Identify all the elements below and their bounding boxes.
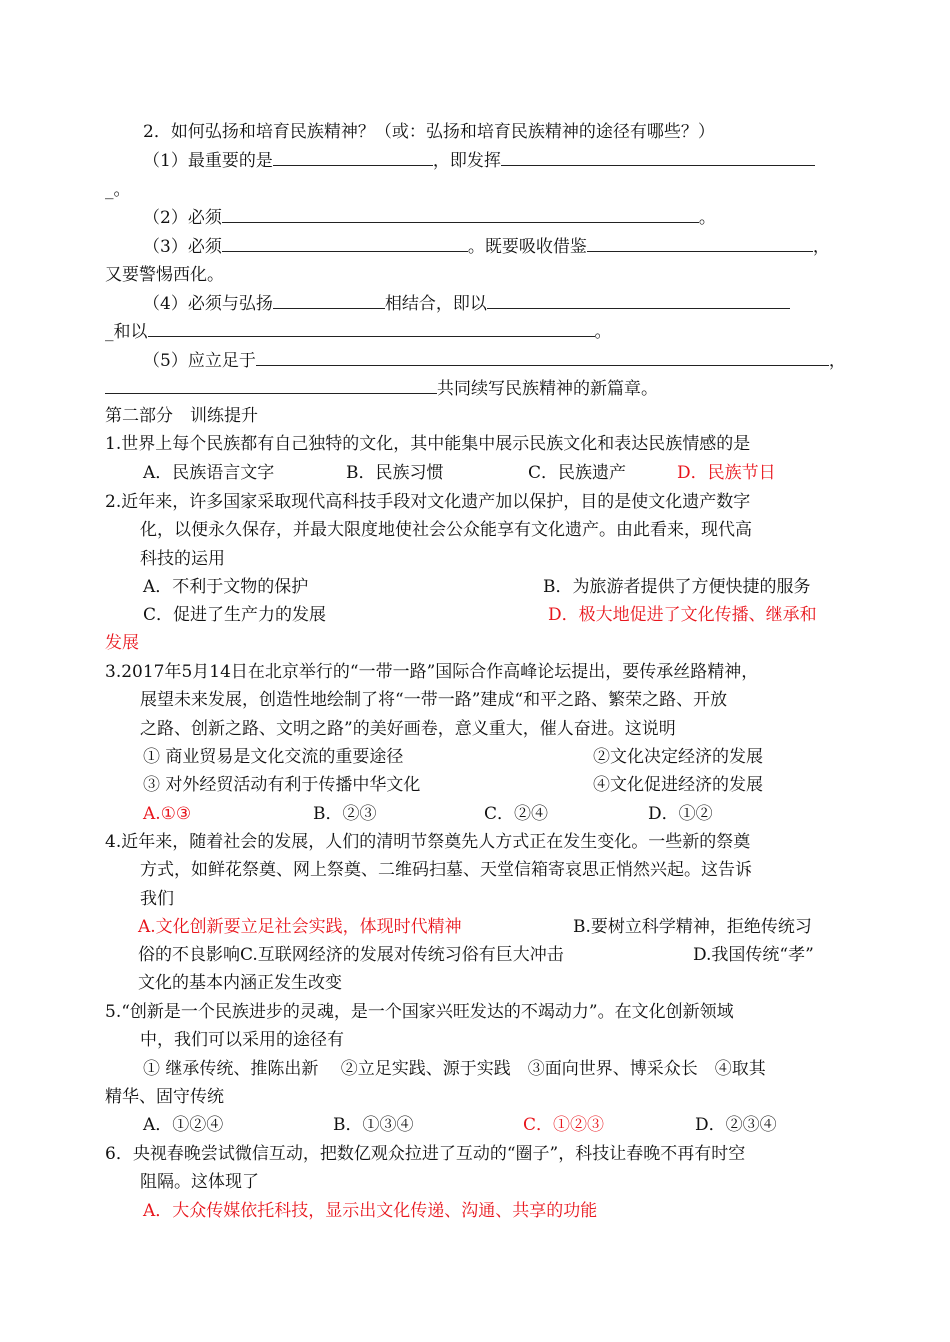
blank-line — [256, 350, 829, 366]
q2-stem-line-1: 2.近年来，许多国家采取现代高科技手段对文化遗产加以保护，目的是使文化遗产数字 — [105, 492, 751, 512]
q1-stem: 1.世界上每个民族都有自己独特的文化，其中能集中展示民族文化和表达民族情感的是 — [105, 434, 751, 454]
q2-stem-line-3: 科技的运用 — [140, 549, 225, 569]
q5-statements: ① 继承传统、推陈出新 ②立足实践、源于实践 ③面向世界、博采众长 ④取其 — [143, 1059, 766, 1079]
q3-stem-line-3: 之路、创新之路、文明之路”的美好画卷，意义重大，催人奋进。这说明 — [140, 719, 676, 739]
item-5-text-c: 共同续写民族精神的新篇章。 — [437, 379, 658, 399]
blank-line — [222, 207, 699, 223]
item-4-text-d: 。 — [594, 322, 612, 342]
q2-option-a: A．不利于文物的保护 — [143, 577, 309, 597]
q4-option-b: B.要树立科学精神，拒绝传统习 — [573, 917, 812, 937]
q6-option-a-answer: A．大众传媒依托科技，显示出文化传递、沟通、共享的功能 — [143, 1201, 598, 1221]
q4-stem-line-2: 方式，如鲜花祭奠、网上祭奠、二维码扫墓、天堂信箱寄哀思正悄然兴起。这告诉 — [140, 860, 752, 880]
q4-option-b-cont-and-c: 俗的不良影响C.互联网经济的发展对传统习俗有巨大冲击 — [138, 945, 564, 965]
item-4-line — [143, 293, 790, 315]
item-5-text-b: ， — [828, 351, 846, 371]
blank-line — [105, 378, 437, 394]
q1-option-c: C．民族遗产 — [528, 463, 627, 483]
item-3-tail: 又要警惕西化。 — [105, 265, 224, 285]
q2-option-c: C．促进了生产力的发展 — [143, 605, 327, 625]
item-4-text-c: _和以 — [105, 322, 148, 342]
q5-option-b: B．①③④ — [333, 1115, 414, 1135]
item-4-text-a: （4）必须与弘扬 — [143, 294, 273, 314]
item-5-line-2 — [105, 378, 658, 400]
blank-line — [273, 150, 433, 166]
q3-option-a-answer: A.①③ — [143, 804, 192, 824]
blank-line — [273, 293, 385, 309]
question-2-title: 2．如何弘扬和培育民族精神？（或：弘扬和培育民族精神的途径有哪些？） — [143, 122, 715, 142]
blank-line — [587, 236, 813, 252]
item-1-text-b: ，即发挥 — [432, 151, 501, 171]
q3-option-b: B．②③ — [313, 804, 377, 824]
q6-stem-line-2: 阻隔。这体现了 — [140, 1172, 259, 1192]
q1-option-b: B．民族习惯 — [346, 463, 444, 483]
q4-option-d-cont: 文化的基本内涵正发生改变 — [138, 973, 342, 993]
item-3-text-b: 。既要吸收借鉴 — [467, 237, 587, 257]
item-5-text-a: （5）应立足于 — [143, 351, 256, 371]
q5-option-c-answer: C．①②③ — [523, 1115, 605, 1135]
item-1-tail: _。 — [105, 180, 131, 200]
q2-option-d-answer-cont: 发展 — [105, 633, 139, 653]
q4-option-d: D.我国传统“孝” — [693, 945, 814, 965]
q6-stem-line-1: 6．央视春晚尝试微信互动，把数亿观众拉进了互动的“圈子”，科技让春晚不再有时空 — [105, 1144, 746, 1164]
q2-option-d-answer: D．极大地促进了文化传播、继承和 — [548, 605, 817, 625]
q3-statement-2: ②文化决定经济的发展 — [593, 747, 763, 767]
q3-stem-line-2: 展望未来发展，创造性地绘制了将“一带一路”建成“和平之路、繁荣之路、开放 — [140, 690, 728, 710]
q5-stem-line-1: 5.“创新是一个民族进步的灵魂，是一个国家兴旺发达的不竭动力”。在文化创新领域 — [105, 1002, 734, 1022]
q4-stem-line-3: 我们 — [140, 889, 174, 909]
item-3-text-c: ， — [812, 237, 830, 257]
item-4-text-b: 相结合，即以 — [384, 294, 487, 314]
item-4-line-2 — [105, 321, 612, 343]
q3-option-d: D．①② — [648, 804, 713, 824]
q3-option-c: C．②④ — [484, 804, 549, 824]
part-2-title: 第二部分 训练提升 — [105, 406, 258, 426]
q2-stem-line-2: 化，以便永久保存，并最大限度地使社会公众能享有文化遗产。由此看来，现代高 — [140, 520, 752, 540]
item-2-text-b: 。 — [698, 208, 716, 228]
blank-line — [148, 321, 595, 337]
q5-statements-cont: 精华、固守传统 — [105, 1087, 224, 1107]
q5-stem-line-2: 中，我们可以采用的途径有 — [140, 1030, 344, 1050]
item-2-line — [143, 207, 716, 229]
q3-statement-1: ① 商业贸易是文化交流的重要途径 — [143, 747, 404, 767]
blank-line — [222, 236, 468, 252]
q2-option-b: B．为旅游者提供了方便快捷的服务 — [543, 577, 811, 597]
q4-stem-line-1: 4.近年来，随着社会的发展，人们的清明节祭奠先人方式正在发生变化。一些新的祭奠 — [105, 832, 751, 852]
q5-option-d: D．②③④ — [695, 1115, 777, 1135]
q4-option-a-answer: A.文化创新要立足社会实践，体现时代精神 — [138, 917, 462, 937]
item-3-text-a: （3）必须 — [143, 237, 222, 257]
q3-stem-line-1: 3.2017年5月14日在北京举行的“一带一路”国际合作高峰论坛提出，要传承丝路精神， — [105, 662, 759, 682]
item-5-line — [143, 350, 846, 372]
blank-line — [487, 293, 790, 309]
item-1-line — [143, 150, 815, 172]
item-1-text-a: （1）最重要的是 — [143, 151, 273, 171]
q1-option-d-answer: D．民族节日 — [677, 463, 776, 483]
q5-option-a: A．①②④ — [143, 1115, 224, 1135]
blank-line — [501, 150, 815, 166]
q1-option-a: A．民族语言文字 — [143, 463, 275, 483]
item-2-text-a: （2）必须 — [143, 208, 222, 228]
item-3-line — [143, 236, 830, 258]
q3-statement-4: ④文化促进经济的发展 — [593, 775, 763, 795]
q3-statement-3: ③ 对外经贸活动有利于传播中华文化 — [143, 775, 421, 795]
